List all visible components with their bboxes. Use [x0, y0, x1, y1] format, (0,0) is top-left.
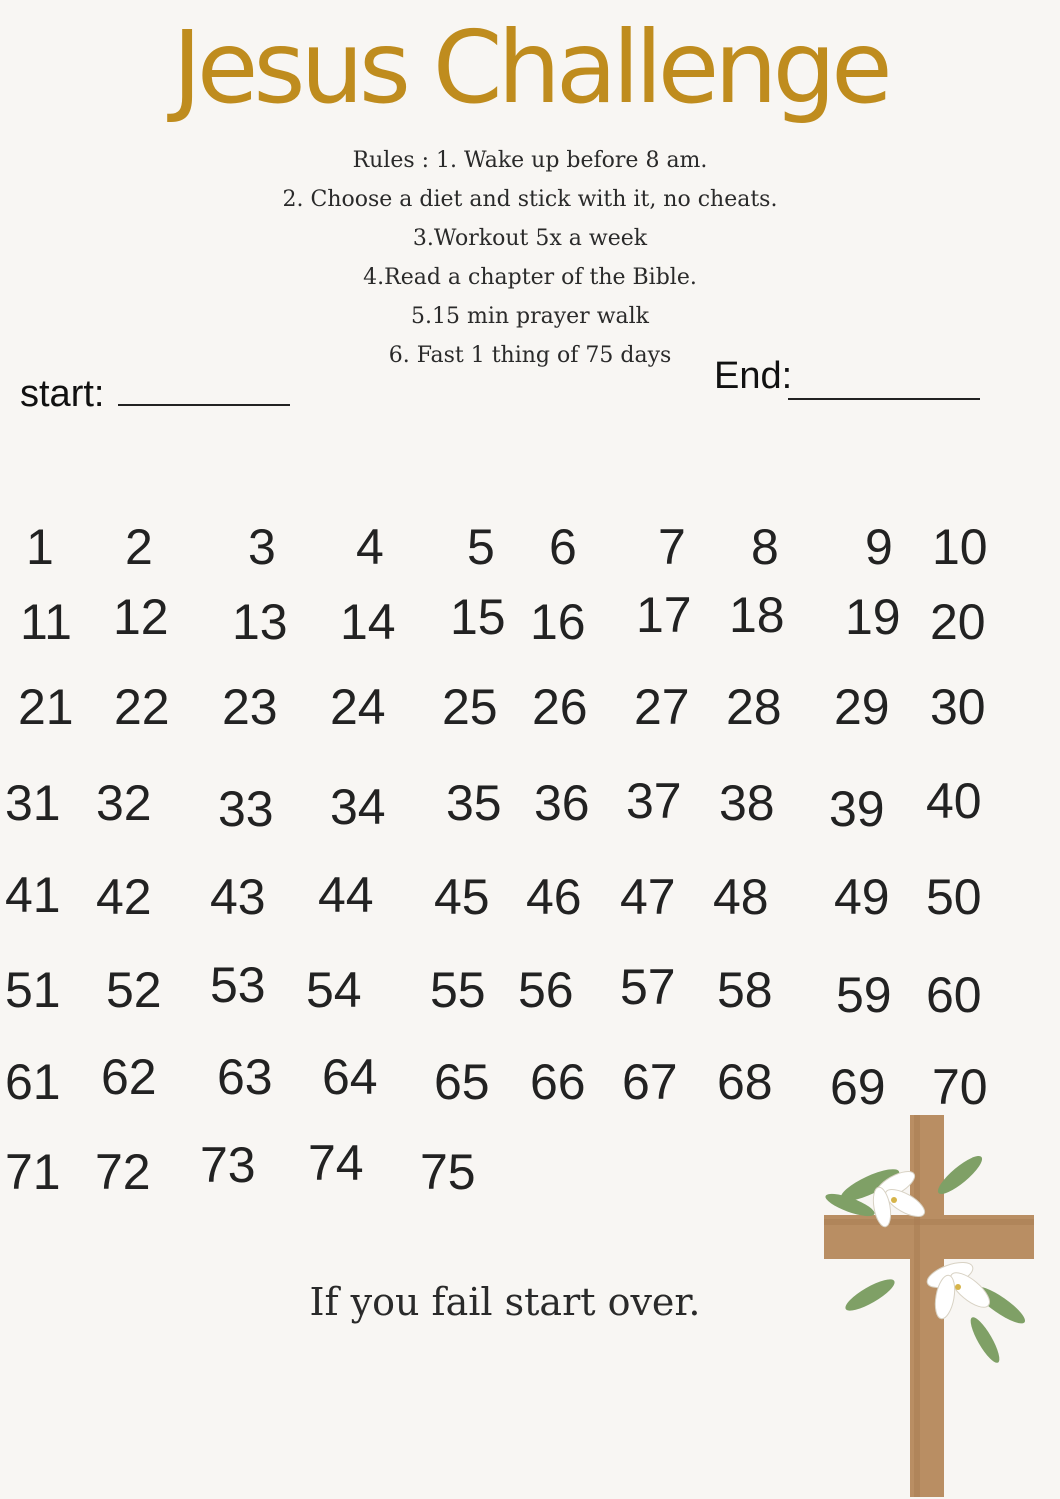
rule-6: 6. Fast 1 thing of 75 days [388, 343, 672, 368]
day-14[interactable]: 14 [340, 594, 396, 650]
day-36[interactable]: 36 [534, 775, 590, 831]
day-37[interactable]: 37 [626, 773, 682, 829]
day-70[interactable]: 70 [932, 1059, 988, 1115]
day-9[interactable]: 9 [865, 519, 893, 575]
day-6[interactable]: 6 [549, 519, 577, 575]
day-28[interactable]: 28 [726, 679, 782, 735]
start-date-line[interactable] [118, 404, 290, 406]
day-31[interactable]: 31 [5, 775, 61, 831]
day-53[interactable]: 53 [210, 957, 266, 1013]
day-64[interactable]: 64 [322, 1049, 378, 1105]
day-74[interactable]: 74 [308, 1135, 364, 1191]
rules-list [0, 141, 1060, 375]
day-47[interactable]: 47 [620, 869, 676, 925]
day-73[interactable]: 73 [200, 1137, 256, 1193]
day-69[interactable]: 69 [830, 1059, 886, 1115]
day-25[interactable]: 25 [442, 679, 498, 735]
day-12[interactable]: 12 [113, 589, 169, 645]
day-11[interactable]: 11 [20, 594, 72, 650]
day-45[interactable]: 45 [434, 869, 490, 925]
end-label: End: [714, 355, 793, 397]
day-22[interactable]: 22 [114, 679, 170, 735]
day-33[interactable]: 33 [218, 781, 274, 837]
rule-2: 2. Choose a diet and stick with it, no cheats. [282, 187, 778, 212]
day-42[interactable]: 42 [96, 869, 152, 925]
day-26[interactable]: 26 [532, 679, 588, 735]
rule-3: 3.Workout 5x a week [412, 226, 648, 251]
day-65[interactable]: 65 [434, 1054, 490, 1110]
end-date-line[interactable] [788, 398, 980, 400]
day-18[interactable]: 18 [729, 587, 785, 643]
start-label: start: [20, 373, 105, 415]
day-50[interactable]: 50 [926, 869, 982, 925]
day-61[interactable]: 61 [5, 1054, 61, 1110]
day-55[interactable]: 55 [430, 962, 486, 1018]
rule-4: 4.Read a chapter of the Bible. [363, 265, 697, 290]
day-48[interactable]: 48 [713, 869, 769, 925]
day-46[interactable]: 46 [526, 869, 582, 925]
day-23[interactable]: 23 [222, 679, 278, 735]
day-41[interactable]: 41 [5, 867, 61, 923]
cross-with-lilies-icon [810, 1115, 1045, 1497]
day-8[interactable]: 8 [751, 519, 779, 575]
day-13[interactable]: 13 [232, 594, 288, 650]
rule-5: 5.15 min prayer walk [410, 304, 650, 329]
day-40[interactable]: 40 [926, 773, 982, 829]
day-39[interactable]: 39 [829, 781, 885, 837]
day-66[interactable]: 66 [530, 1054, 586, 1110]
day-34[interactable]: 34 [330, 779, 386, 835]
day-44[interactable]: 44 [318, 867, 374, 923]
day-4[interactable]: 4 [356, 519, 384, 575]
day-60[interactable]: 60 [926, 967, 982, 1023]
page-title: Jesus Challenge [172, 9, 888, 126]
day-19[interactable]: 19 [845, 589, 901, 645]
day-67[interactable]: 67 [622, 1054, 678, 1110]
day-54[interactable]: 54 [306, 962, 362, 1018]
day-72[interactable]: 72 [95, 1144, 151, 1200]
day-27[interactable]: 27 [634, 679, 690, 735]
footer-note: If you fail start over. [309, 1280, 701, 1324]
day-30[interactable]: 30 [930, 679, 986, 735]
day-56[interactable]: 56 [518, 962, 574, 1018]
day-1[interactable]: 1 [26, 519, 54, 575]
day-68[interactable]: 68 [717, 1054, 773, 1110]
day-71[interactable]: 71 [5, 1144, 61, 1200]
day-21[interactable]: 21 [18, 679, 74, 735]
day-32[interactable]: 32 [96, 775, 152, 831]
rule-1: Rules : 1. Wake up before 8 am. [352, 148, 708, 173]
day-59[interactable]: 59 [836, 967, 892, 1023]
day-29[interactable]: 29 [834, 679, 890, 735]
day-15[interactable]: 15 [450, 589, 506, 645]
day-43[interactable]: 43 [210, 869, 266, 925]
day-3[interactable]: 3 [248, 519, 276, 575]
day-57[interactable]: 57 [620, 959, 676, 1015]
day-5[interactable]: 5 [467, 519, 495, 575]
day-52[interactable]: 52 [106, 962, 162, 1018]
day-38[interactable]: 38 [719, 775, 775, 831]
day-2[interactable]: 2 [125, 519, 153, 575]
day-75[interactable]: 75 [420, 1144, 476, 1200]
day-20[interactable]: 20 [930, 594, 986, 650]
day-35[interactable]: 35 [446, 775, 502, 831]
day-58[interactable]: 58 [717, 962, 773, 1018]
day-16[interactable]: 16 [530, 594, 586, 650]
day-17[interactable]: 17 [636, 587, 692, 643]
day-10[interactable]: 10 [932, 519, 988, 575]
day-63[interactable]: 63 [217, 1049, 273, 1105]
day-51[interactable]: 51 [5, 962, 61, 1018]
day-62[interactable]: 62 [101, 1049, 157, 1105]
day-7[interactable]: 7 [658, 519, 686, 575]
day-49[interactable]: 49 [834, 869, 890, 925]
day-24[interactable]: 24 [330, 679, 386, 735]
